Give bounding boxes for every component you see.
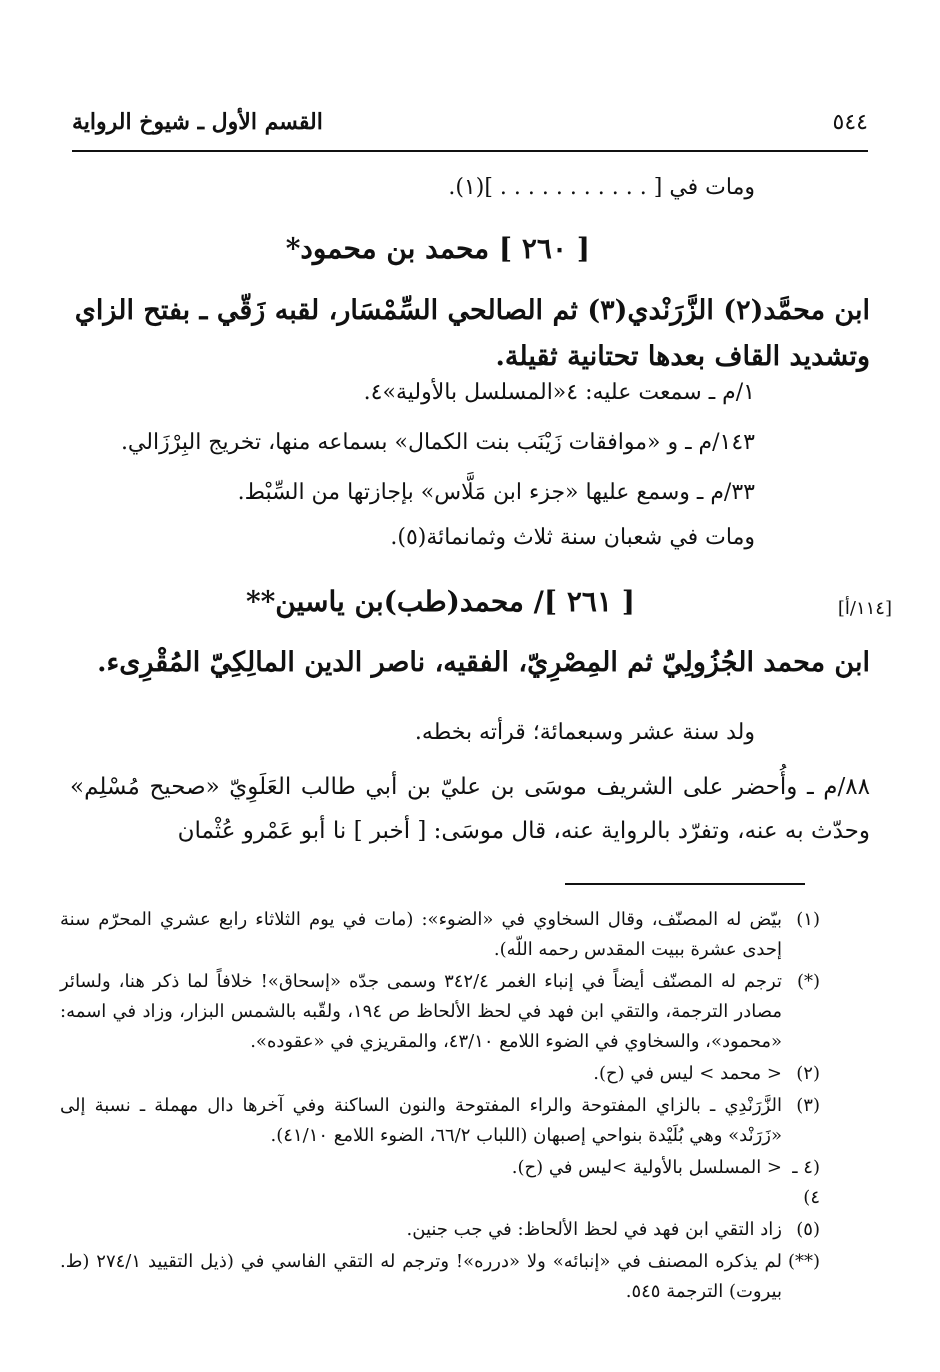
footnote-text: ترجم له المصنّف أيضاً في إنباء الغمر ٣٤٢/٤ وسمى جدّه «إسحاق»! خلافاً لما ذكر هنا، ولسائر مصادر الترجمة، والتقي ابن فهد في لحظ الألحاظ ص ١٩٤، ولقّبه بالشمس البزار، وزاد في اسمه: «محمود»، والسخاوي في الضوء اللامع ٤٣/١٠، والمقريزي في «عقوده». bbox=[60, 971, 782, 1052]
entry-260-death: ومات في شعبان سنة ثلاث وثمانمائة(٥). bbox=[390, 525, 755, 550]
page-header bbox=[72, 95, 868, 135]
footnote bbox=[60, 1059, 820, 1089]
footnote bbox=[60, 967, 820, 1057]
manuscript-folio-marker: [١١٤/أ] bbox=[837, 598, 892, 619]
footnote-text: الزَّرَنْدِي ـ بالزاي المفتوحة والراء المفتوحة والنون الساكنة وفي آخرها دال مهملة ـ نسبة إلى «زَرَنْد» وهي بُلَيْدة بنواحي إصبهان (اللباب ٦٦/٢، الضوء اللامع ٤١/١٠). bbox=[60, 1095, 782, 1146]
footnote-mark: (٣) bbox=[796, 1095, 820, 1116]
footnote-mark: (*) bbox=[796, 971, 820, 992]
footnote bbox=[60, 1153, 820, 1213]
death-line-previous-entry: ومات في [ . . . . . . . . . . . ](١). bbox=[448, 175, 755, 200]
footnote-mark: (٢) bbox=[796, 1063, 820, 1084]
entry-261-intro: ابن محمد الجُزُولِيّ ثم المِصْرِيّ، الفقيه، ناصر الدين المالِكِيّ المُقْرِىء. bbox=[97, 647, 870, 678]
running-title: القسم الأول ـ شيوخ الرواية bbox=[72, 109, 323, 135]
footnote bbox=[60, 905, 820, 965]
footnote-text: < المسلسل بالأولية >ليس في (ح). bbox=[511, 1157, 782, 1178]
entry-260-riwaya-2: ١٤٣/م ـ و «موافقات زَيْنَب بنت الكمال» بسماعه منها، تخريج البِرْزَالي. bbox=[120, 430, 755, 455]
entry-260-intro: ابن محمَّد(٢) الزَّرَنْدي(٣) ثم الصالحي السِّمْسَار، لقبه زَقّي ـ بفتح الزاي وتشديد القاف بعدها تحتانية ثقيلة. bbox=[74, 295, 870, 372]
entry-260-riwaya-3: ٣٣/م ـ وسمع عليها «جزء ابن مَلَّاس» بإجازتها من السِّبْط. bbox=[237, 480, 755, 505]
footnotes bbox=[60, 905, 820, 1309]
footnote bbox=[60, 1091, 820, 1151]
footnote-separator bbox=[565, 883, 805, 885]
footnote-mark: (٥) bbox=[796, 1219, 820, 1240]
entry-261-riwaya: ٨٨/م ـ وأُحضر على الشريف موسَى بن عليّ بن أبي طالب العَلَوِيّ «صحيح مُسْلِم» وحدّث به عنه، وتفرّد بالرواية عنه، قال موسَى: [ أخبر ] نا أبو عَمْرو عُثْمان bbox=[70, 774, 870, 844]
footnote-mark: (١) bbox=[796, 909, 820, 930]
entry-260-riwaya-1: ١/م ـ سمعت عليه: ٤«المسلسل بالأولية»٤. bbox=[363, 380, 755, 405]
footnote bbox=[60, 1247, 820, 1307]
footnote-mark: (**) bbox=[787, 1251, 820, 1272]
footnote-text: < محمد > ليس في (ح). bbox=[593, 1063, 782, 1084]
entry-261-birth: ولد سنة عشر وسبعمائة؛ قرأته بخطه. bbox=[414, 720, 755, 745]
footnote bbox=[60, 1215, 820, 1245]
footnote-text: زاد التقي ابن فهد في لحظ الألحاظ: في جب جنين. bbox=[406, 1219, 782, 1240]
page-number: ٥٤٤ bbox=[832, 110, 868, 135]
footnote-mark: (٤ ـ ٤) bbox=[792, 1157, 820, 1208]
footnote-text: لم يذكره المصنف في «إنبائه» ولا «درره»! وترجم له التقي الفاسي في (ذيل التقييد ٢٧٤/١ (ط. بيروت) الترجمة ٥٤٥. bbox=[60, 1251, 782, 1302]
footnote-text: بيّض له المصنّف، وقال السخاوي في «الضوء»: (مات في يوم الثلاثاء رابع عشري المحرّم سنة إحدى عشرة ببيت المقدس رحمه اللّه). bbox=[60, 909, 782, 960]
entry-260-heading: [ ٢٦٠ ] محمد بن محمود* bbox=[285, 232, 590, 265]
header-rule bbox=[72, 150, 868, 152]
entry-261-heading: [ ٢٦١ ]/ محمد(طب)بن ياسين** bbox=[245, 585, 635, 618]
